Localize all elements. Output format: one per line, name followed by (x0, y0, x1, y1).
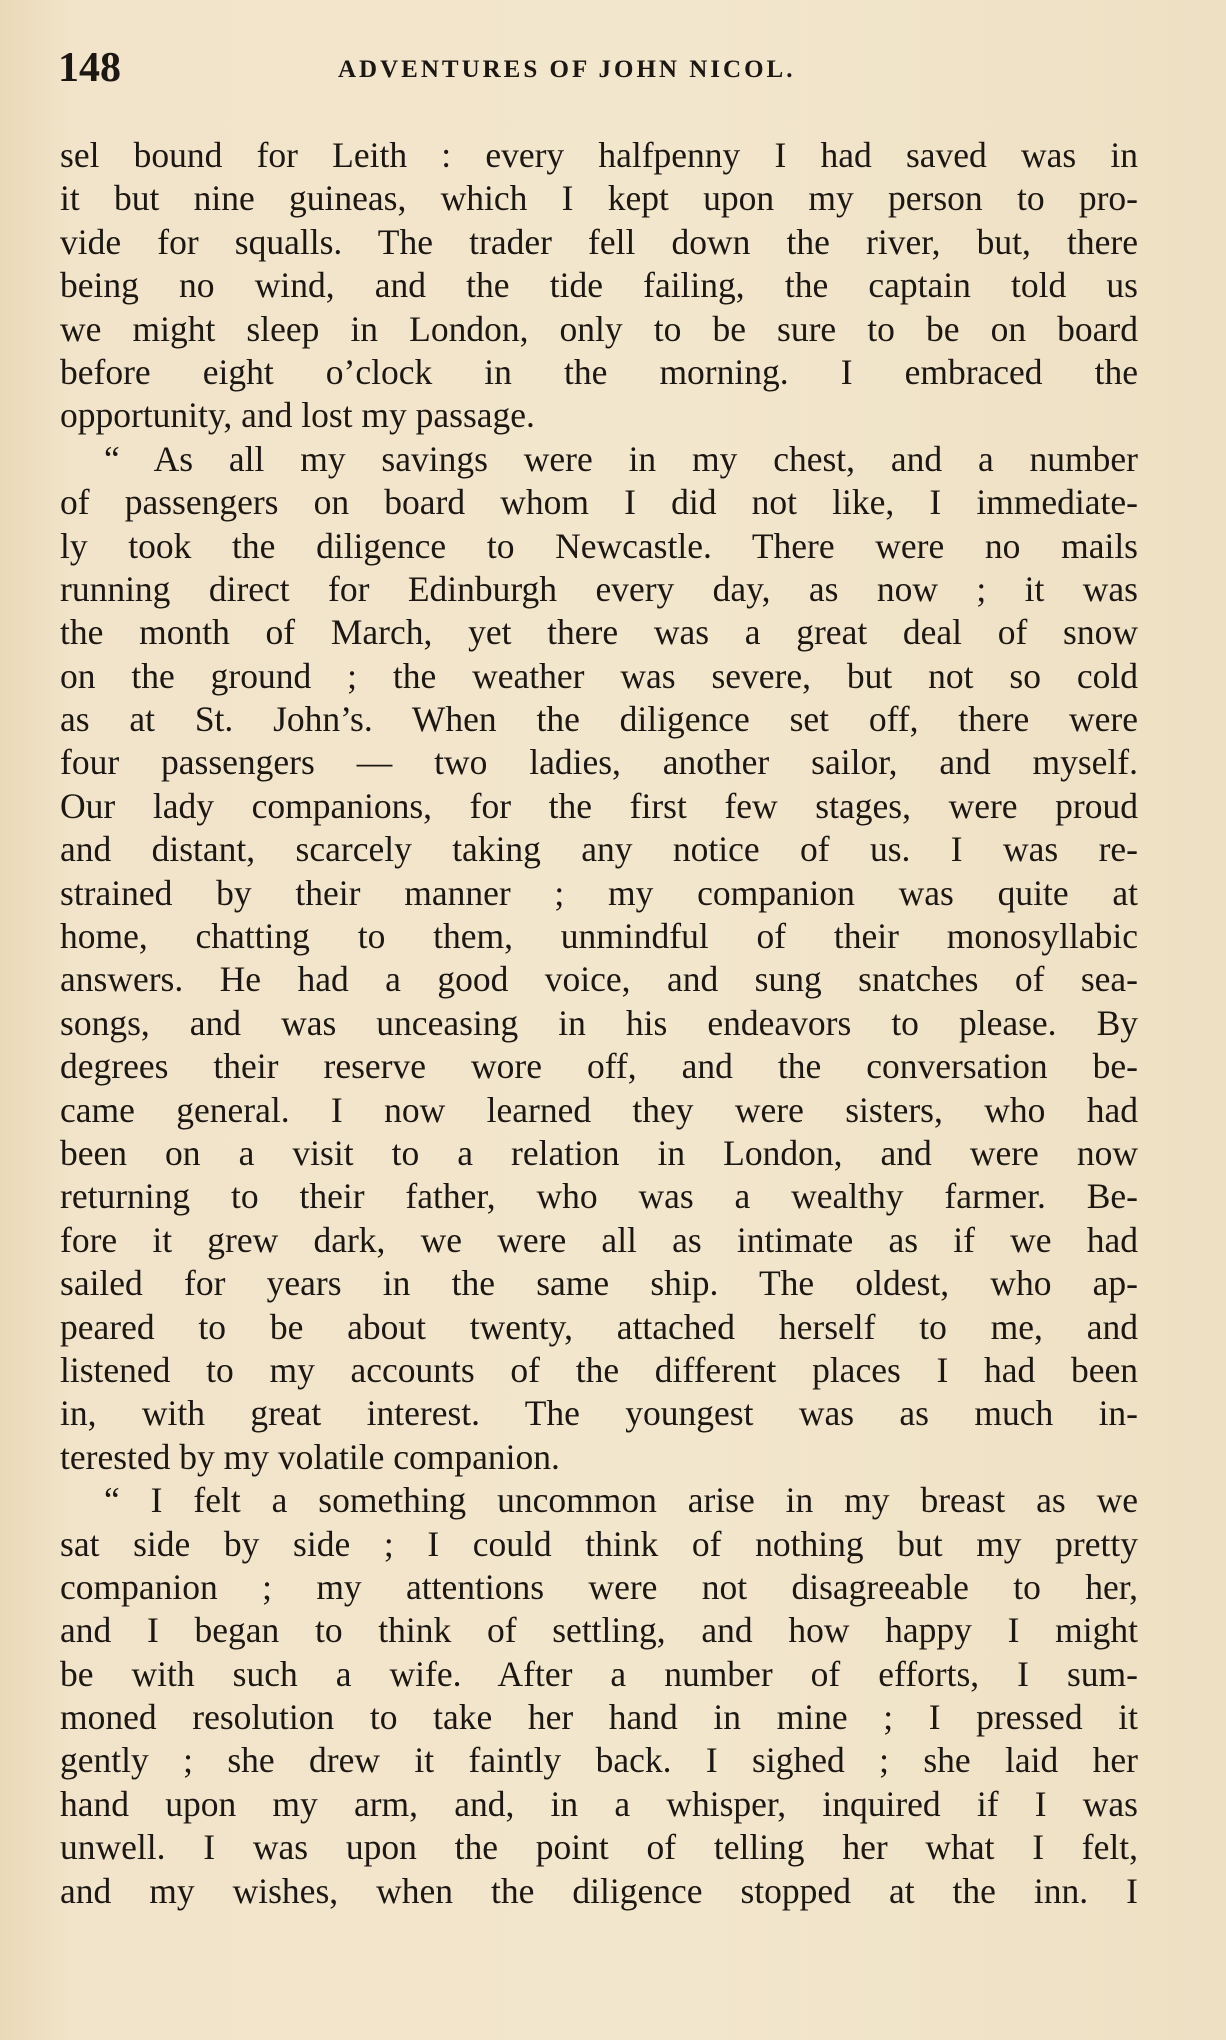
text-line: be with such a wife. After a number of efforts, I sum- (60, 1653, 1138, 1694)
text-line: and I began to think of settling, and how happy I might (60, 1610, 1138, 1651)
text-line: sat side by side ; I could think of nothing but my pretty (60, 1523, 1138, 1564)
text-line: peared to be about twenty, attached herself to me, and (60, 1306, 1138, 1347)
text-line: degrees their reserve wore off, and the conversation be- (60, 1046, 1138, 1087)
text-line: terested by my volatile companion. (60, 1436, 560, 1477)
text-line: unwell. I was upon the point of telling her what I felt, (60, 1827, 1138, 1868)
text-line: “ I felt a something uncommon arise in my breast as we (104, 1480, 1138, 1521)
text-line: and distant, scarcely taking any notice of us. I was re- (60, 829, 1138, 870)
text-line: hand upon my arm, and, in a whisper, inquired if I was (60, 1783, 1138, 1824)
text-line: before eight o’clock in the morning. I embraced the (60, 351, 1138, 392)
text-line: we might sleep in London, only to be sure to be on board (60, 308, 1138, 349)
text-line: being no wind, and the tide failing, the captain told us (60, 265, 1138, 306)
text-line: four passengers — two ladies, another sailor, and myself. (60, 742, 1138, 783)
text-line: of passengers on board whom I did not like, I immediate- (60, 482, 1138, 523)
text-line: it but nine guineas, which I kept upon my person to pro- (60, 178, 1138, 219)
text-line: sel bound for Leith : every halfpenny I had saved was in (60, 135, 1138, 175)
text-line: as at St. John’s. When the diligence set off, there were (60, 699, 1138, 740)
text-line: returning to their father, who was a wealthy farmer. Be- (60, 1176, 1138, 1217)
text-line: “ As all my savings were in my chest, and a number (104, 438, 1138, 479)
running-head: ADVENTURES OF JOHN NICOL. (338, 56, 796, 83)
text-line: listened to my accounts of the different places I had been (60, 1349, 1138, 1390)
text-line: fore it grew dark, we were all as intimate as if we had (60, 1219, 1138, 1260)
text-line: companion ; my attentions were not disagreeable to her, (60, 1566, 1138, 1607)
text-line: sailed for years in the same ship. The oldest, who ap- (60, 1263, 1138, 1304)
text-line: opportunity, and lost my passage. (60, 395, 535, 436)
text-line: songs, and was unceasing in his endeavors to please. By (60, 1002, 1138, 1043)
body-text (60, 134, 1138, 1913)
text-line: vide for squalls. The trader fell down the river, but, there (60, 221, 1138, 262)
text-line: ly took the diligence to Newcastle. There were no mails (60, 525, 1138, 566)
text-line: on the ground ; the weather was severe, but not so cold (60, 655, 1138, 696)
text-line: strained by their manner ; my companion was quite at (60, 872, 1138, 913)
text-line: and my wishes, when the diligence stopped at the inn. I (60, 1870, 1138, 1911)
text-line: running direct for Edinburgh every day, as now ; it was (60, 568, 1138, 609)
text-line: gently ; she drew it faintly back. I sighed ; she laid her (60, 1740, 1138, 1781)
page-number: 148 (58, 45, 121, 91)
text-line: Our lady companions, for the first few stages, were proud (60, 785, 1138, 826)
text-line: home, chatting to them, unmindful of their monosyllabic (60, 916, 1138, 957)
text-line: answers. He had a good voice, and sung snatches of sea- (60, 959, 1138, 1000)
text-line: came general. I now learned they were sisters, who had (60, 1089, 1138, 1130)
text-line: been on a visit to a relation in London, and were now (60, 1132, 1138, 1173)
text-line: in, with great interest. The youngest was as much in- (60, 1393, 1138, 1434)
page-header (58, 44, 1138, 94)
text-line: the month of March, yet there was a great deal of snow (60, 612, 1138, 653)
text-line: moned resolution to take her hand in mine ; I pressed it (60, 1697, 1138, 1738)
